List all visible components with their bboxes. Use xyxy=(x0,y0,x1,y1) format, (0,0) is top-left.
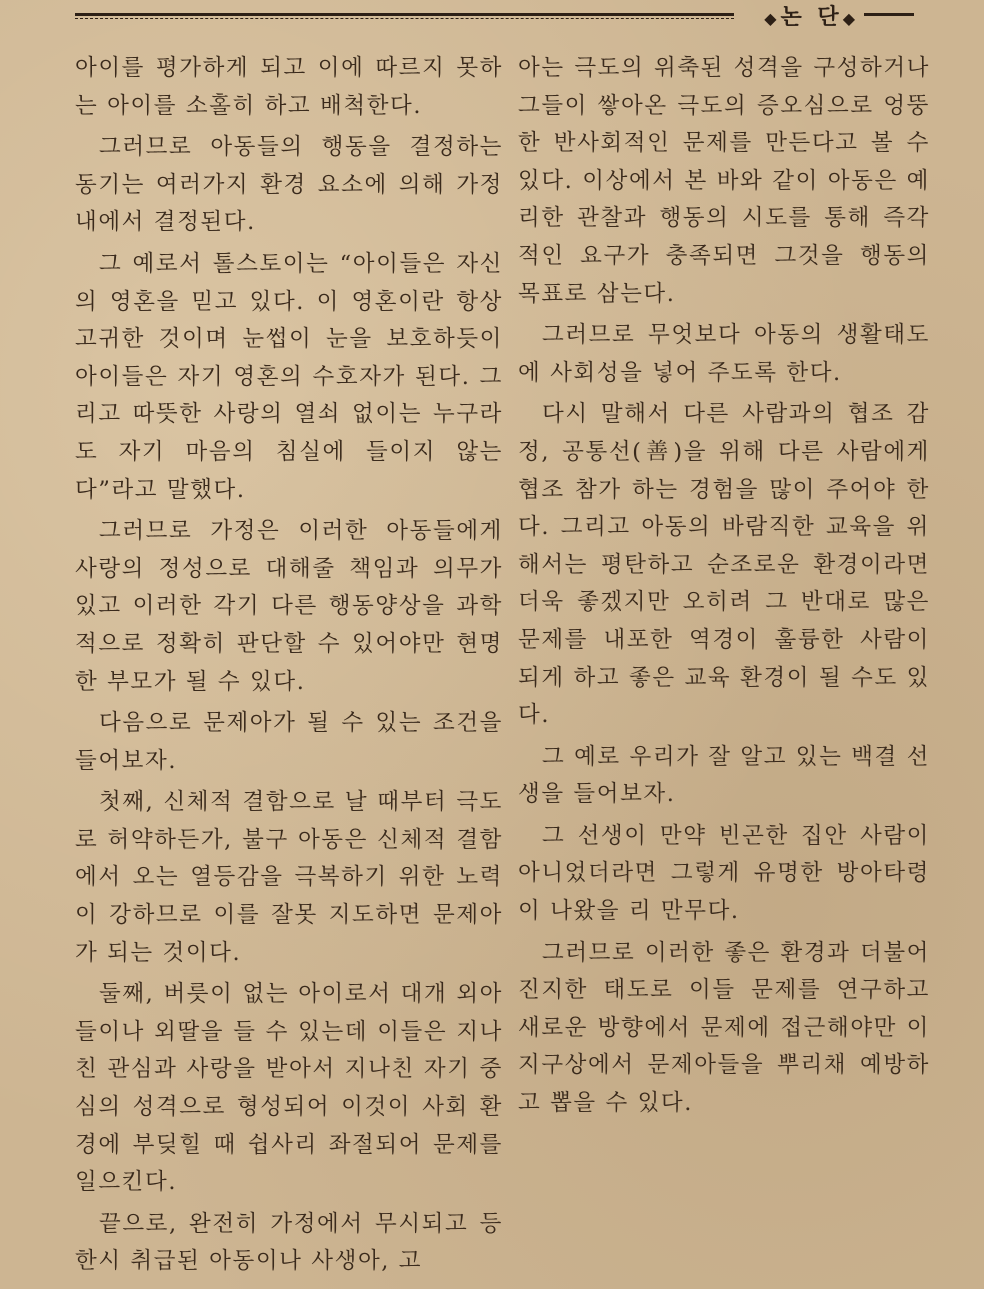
paragraph: 그 선생이 만약 빈곤한 집안 사람이 아니었더라면 그렇게 유명한 방아타령이 나왔을 리 만무다. xyxy=(518,822,930,925)
paragraph: 그러므로 무엇보다 아동의 생활태도에 사회성을 넣어 주도록 한다. xyxy=(518,322,930,386)
diamond-icon: ◆ xyxy=(842,9,859,28)
paragraph: 둘째, 버릇이 없는 아이로서 대개 외아들이나 외딸을 들 수 있는데 이들은 지나친 관심과 사랑을 받아서 지나친 자기 중심의 성격으로 형성되어 이것이 사회 환경에 부딪힐 때 쉽사리 좌절되어 문제를 일으킨다. xyxy=(75,981,503,1196)
paragraph: 그러므로 가정은 이러한 아동들에게 사랑의 정성으로 대해줄 책임과 의무가 있고 이러한 각기 다른 행동양상을 과학적으로 정확히 판단할 수 있어야만 현명한 부모가 될 수 있다. xyxy=(75,518,503,695)
left-column xyxy=(75,50,503,1281)
paragraph: 그 예로 우리가 잘 알고 있는 백결 선생을 들어보자. xyxy=(518,743,930,808)
paragraph: 다음으로 문제아가 될 수 있는 조건을 들어보자. xyxy=(75,710,503,774)
right-column xyxy=(518,50,930,1123)
page-header xyxy=(75,0,914,30)
paragraph: 그 예로서 톨스토이는 “아이들은 자신의 영혼을 믿고 있다. 이 영혼이란 항상 고귀한 것이며 눈썹이 눈을 보호하듯이 아이들은 자기 영혼의 수호자가 된다. 그리고 따뜻한 사랑의 열쇠 없이는 누구라도 자기 마음의 침실에 들이지 않는다”라고 말했다. xyxy=(75,250,503,503)
diamond-icon: ◆ xyxy=(764,9,781,28)
paragraph: 그러므로 이러한 좋은 환경과 더불어 진지한 태도로 이들 문제를 연구하고 새로운 방향에서 문제에 접근해야만 이 지구상에서 문제아들을 뿌리채 예방하고 뽑을 수 있다. xyxy=(518,939,930,1117)
header-rule-tail xyxy=(864,13,914,16)
paragraph: 끝으로, 완전히 가정에서 무시되고 등한시 취급된 아동이나 사생아, 고 xyxy=(75,1210,503,1275)
paragraph: 다시 말해서 다른 사람과의 협조 감정, 공통선(善)을 위해 다른 사람에게 협조 참가 하는 경험을 많이 주어야 한다. 그리고 아동의 바람직한 교육을 위해서는 평탄하고 순조로운 환경이라면 더욱 좋겠지만 오히려 그 반대로 많은 문제를 내포한 역경이 훌륭한 사람이 되게 하고 좋은 교육 환경이 될 수도 있다. xyxy=(518,401,930,729)
section-title-text: 논 단 xyxy=(780,4,843,30)
header-rule-dashed xyxy=(75,18,734,19)
paragraph: 아이를 평가하게 되고 이에 따르지 못하는 아이를 소홀히 하고 배척한다. xyxy=(75,55,503,119)
header-rule xyxy=(75,13,734,16)
paragraph: 그러므로 아동들의 행동을 결정하는 동기는 여러가지 환경 요소에 의해 가정내에서 결정된다. xyxy=(75,134,503,236)
section-title xyxy=(764,0,859,31)
paragraph: 아는 극도의 위축된 성격을 구성하거나 그들이 쌓아온 극도의 증오심으로 엉뚱한 반사회적인 문제를 만든다고 볼 수 있다. 이상에서 본 바와 같이 아동은 예리한 관찰과 행동의 시도를 통해 즉각적인 요구가 충족되면 그것을 행동의 목표로 삼는다. xyxy=(518,55,930,307)
paragraph: 첫째, 신체적 결함으로 날 때부터 극도로 허약하든가, 불구 아동은 신체적 결함에서 오는 열등감을 극복하기 위한 노력이 강하므로 이를 잘못 지도하면 문제아가 되는 것이다. xyxy=(75,789,503,966)
